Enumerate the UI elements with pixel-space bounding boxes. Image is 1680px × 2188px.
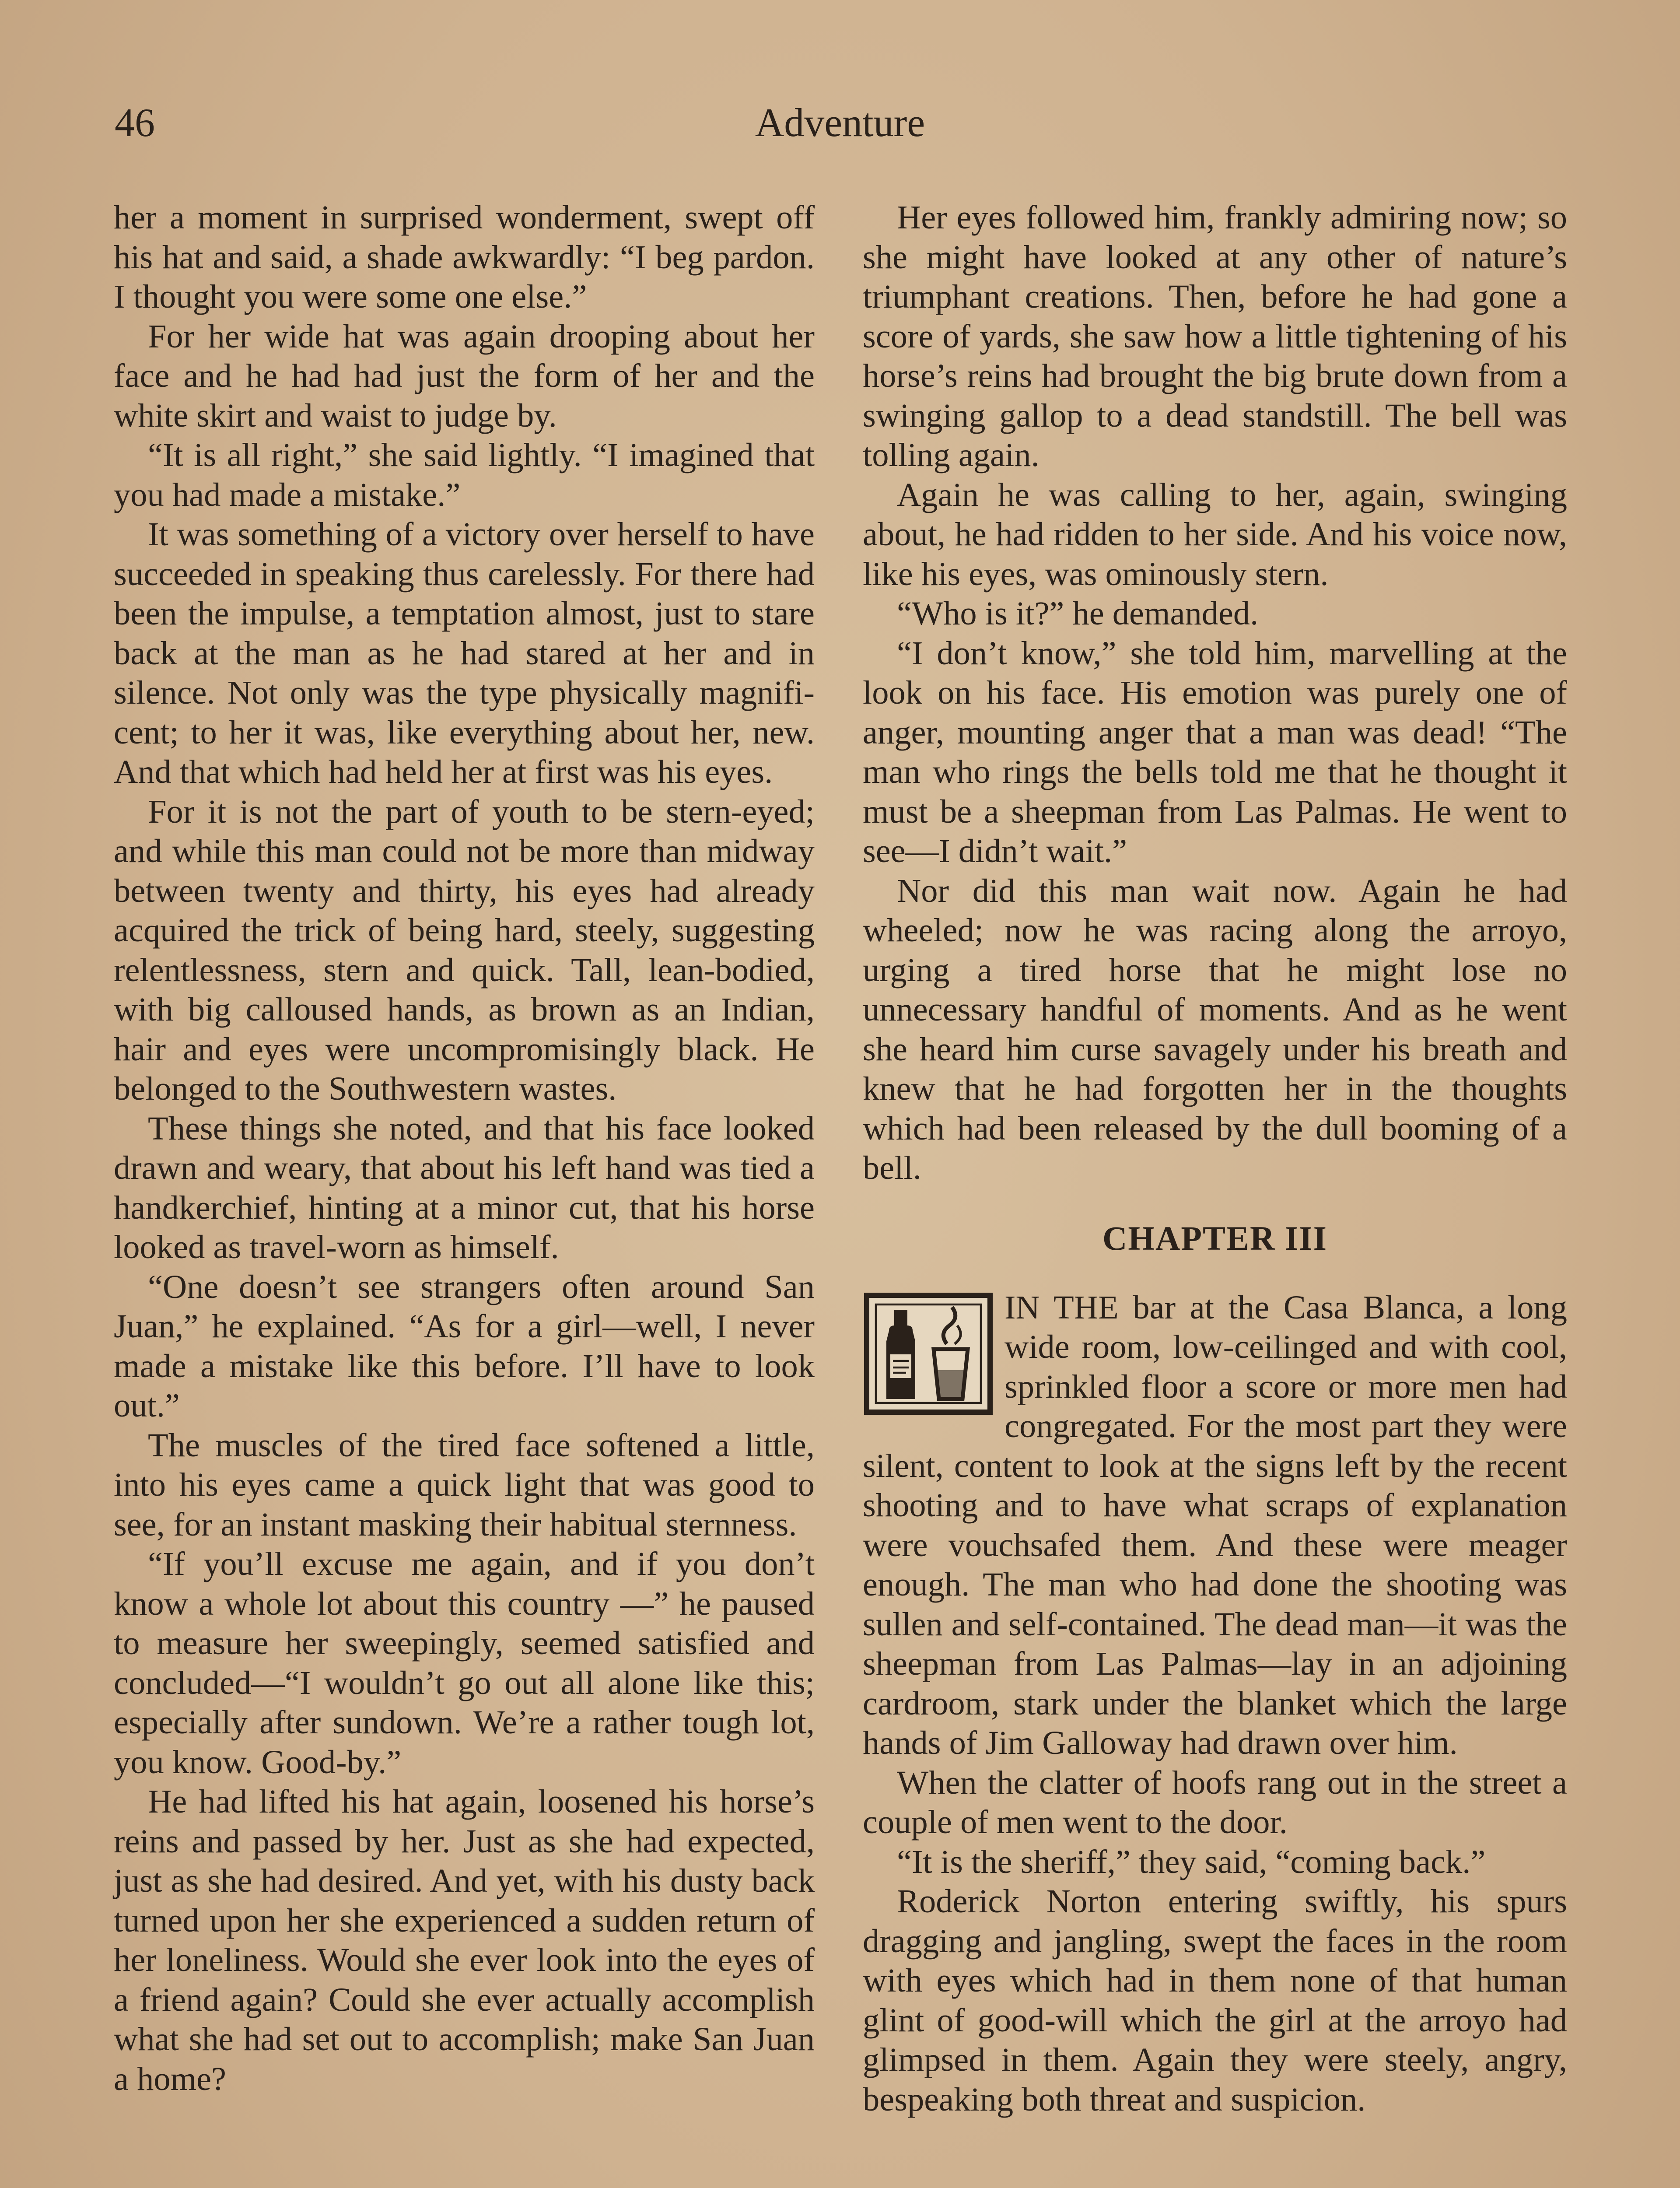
paragraph: “One doesn’t see strangers often around San Juan,” he explained. “As for a girl—well, I never made a mistake like this before. I’ll have to look out.” — [114, 1268, 815, 1424]
paragraph: Roderick Norton entering swiftly, his spurs dragging and jangling, swept the faces in the room with eyes which had in them none of that human glint of good-will which the girl at the arroyo had glimpsed in them. Again they were steely, angry, bespeaking both threat and suspicion. — [863, 1883, 1567, 2118]
paragraph: “It is the sheriff,” they said, “coming back.” — [897, 1843, 1486, 1880]
paragraph: “If you’ll excuse me again, and if you don’t know a whole lot about this country —” he paused to measure her sweepingly, seemed satisfied and concluded—“I wouldn’t go out all alone like this; especially after sundown. We’re a rather tough lot, you know. Good-by.” — [114, 1545, 815, 1781]
chapter-opening-text: bar at the Casa Blanca, a long wide room, low-ceilinged and with cool, sprinkled floor a score or more men had congregated. For the most part they were silent, content to look at the signs left by the recent shooting and to have what scraps of explanation were vouchsafed them. And these were meager enough. The man who had done the shooting was sullen and self-contained. The dead man—it was the sheepman from Las Palmas—lay in an adjoining cardroom, stark under the blanket which the large hands of Jim Galloway had drawn over him. — [863, 1288, 1568, 1761]
paragraph: her a moment in surprised wonderment, swept off his hat and said, a shade awkwardly: “I beg pardon. I thought you were some one else.” — [114, 199, 815, 315]
paragraph: Again he was calling to her, again, swinging about, he had ridden to her side. And his voice now, like his eyes, was ominously stern. — [863, 476, 1567, 593]
paragraph: The muscles of the tired face softened a little, into his eyes came a quick light that was good to see, for an instant masking their habitual sternness. — [114, 1426, 815, 1543]
running-head: Adventure — [755, 100, 925, 145]
bottle-and-glass-icon — [863, 1291, 994, 1416]
paragraph: It was something of a victory over herself to have succeeded in speaking thus carelessly. For there had been the impulse, a temptation almost, just to stare back at the man as he had stared at her and in silence. Not only was the type physically magnificent; to her it was, like everything about her, new. And that which had held her at first was his eyes. — [114, 515, 815, 790]
paragraph: These things she noted, and that his face looked drawn and weary, that about his left hand was tied a handkerchief, hinting at a minor cut, that his horse looked as travel-worn as himself. — [114, 1109, 815, 1266]
paragraph: Her eyes followed him, frankly admiring now; so she might have looked at any other of nature’s triumphant creations. Then, before he had gone a score of yards, she saw how a little tightening of his horse’s reins had brought the big brute down from a swinging gallop to a dead standstill. The bell was tolling again. — [863, 199, 1567, 473]
chapter-opening-paragraph — [863, 1288, 1567, 1763]
chapter-opening-lead: IN THE — [1004, 1288, 1119, 1326]
right-column — [863, 198, 1567, 2119]
paragraph: For it is not the part of youth to be stern-eyed; and while this man could not be more than midway between twenty and thirty, his eyes had already acquired the trick of being hard, steely, suggesting relentlessness, stern and quick. Tall, lean-bodied, with big calloused hands, as brown as an Indian, hair and eyes were uncompromisingly black. He belonged to the Southwestern wastes. — [114, 792, 815, 1107]
paragraph: “Who is it?” he demanded. — [897, 595, 1259, 632]
paragraph: For her wide hat was again drooping about her face and he had had just the form of her and the white skirt and waist to judge by. — [114, 317, 815, 434]
left-column — [114, 198, 815, 2099]
paragraph: Nor did this man wait now. Again he had wheeled; now he was racing along the arroyo, urging a tired horse that he might lose no unnecessary handful of moments. And as he went she heard him curse savagely under his breath and knew that he had forgotten her in the thoughts which had been released by the dull booming of a bell. — [863, 872, 1567, 1186]
paragraph: “It is all right,” she said lightly. “I imagined that you had made a mistake.” — [114, 436, 815, 513]
paragraph: “I don’t know,” she told him, marvelling at the look on his face. His emotion was purely one of anger, mounting anger that a man was dead! “The man who rings the bells told me that he thought it must be a sheepman from Las Palmas. He went to see—I didn’t wait.” — [863, 634, 1567, 870]
chapter-heading: CHAPTER III — [1102, 1219, 1327, 1257]
page-header — [115, 98, 1565, 155]
page-number: 46 — [115, 100, 155, 145]
paragraph: He had lifted his hat again, loosened his horse’s reins and passed by her. Just as she had expected, just as she had desired. And yet, with his dusty back turned upon her she experienced a sudden return of her loneliness. Would she ever look into the eyes of a friend again? Could she ever actually accomplish what she had set out to accomplish; make San Juan a home? — [114, 1783, 815, 2097]
paragraph: When the clatter of hoofs rang out in the street a couple of men went to the door. — [863, 1764, 1567, 1841]
